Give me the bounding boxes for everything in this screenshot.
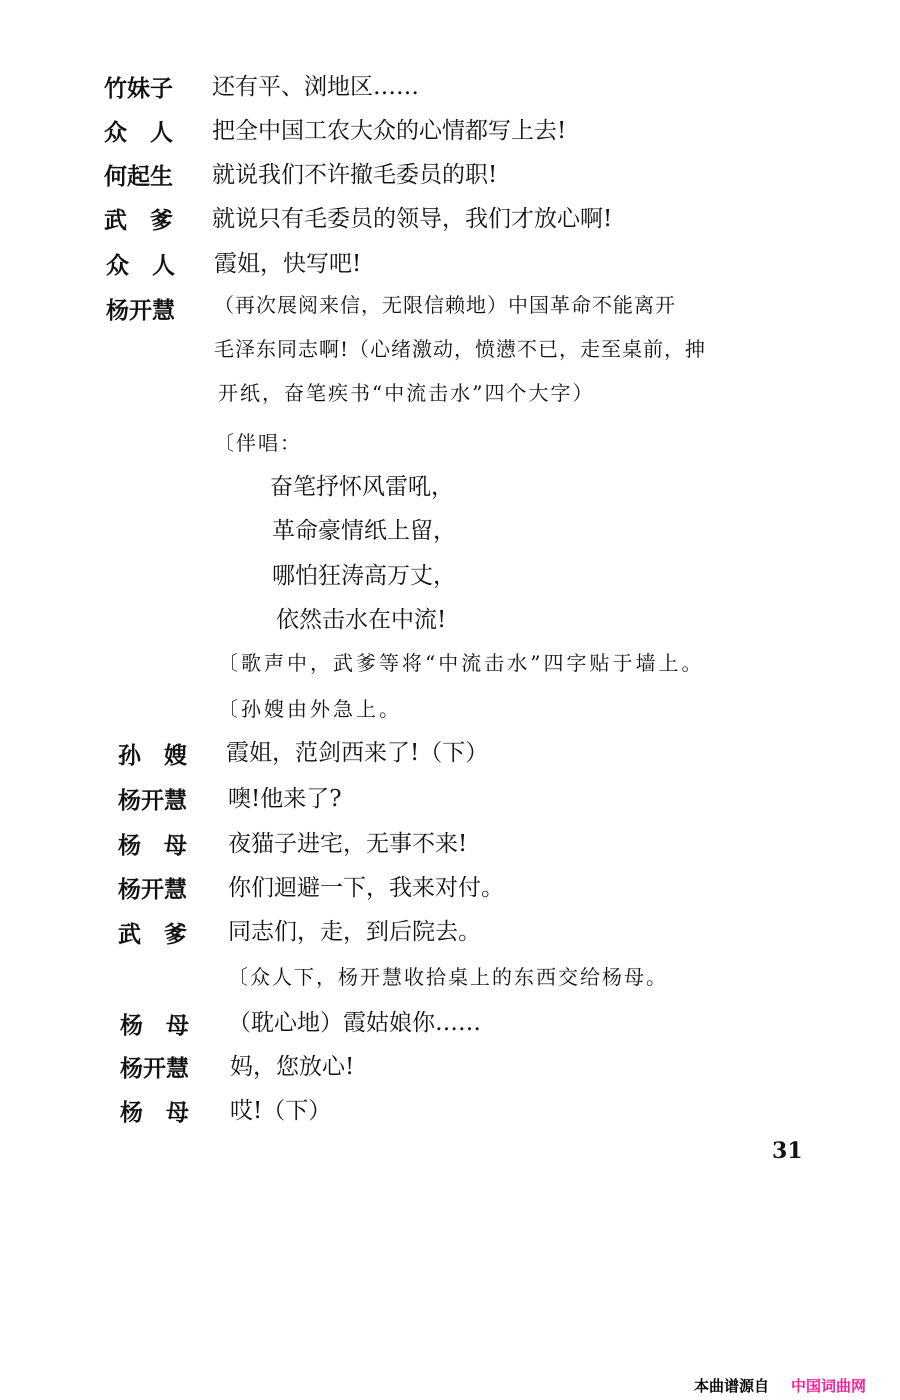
dialogue-text: 你们迴避一下，我来对付。 xyxy=(228,875,504,901)
dialogue-text: 就说只有毛委员的领导，我们才放心啊! xyxy=(212,206,613,232)
watermark-source-label: 本曲谱源自 xyxy=(694,1377,770,1395)
speaker-name: 杨开慧 xyxy=(118,788,187,814)
stage-direction: 〔孙嫂由外急上。 xyxy=(218,697,402,721)
speaker-name: 杨 母 xyxy=(118,833,187,859)
dialogue-text: 把全中国工农大众的心情都写上去! xyxy=(212,118,567,144)
speaker-name: 武 爹 xyxy=(118,922,187,948)
song-line: 革命豪情纸上留， xyxy=(272,518,456,544)
speaker-name: 孙 嫂 xyxy=(118,743,187,769)
speaker-name: 杨开慧 xyxy=(120,1056,189,1082)
speaker-name: 竹妹子 xyxy=(104,76,173,102)
dialogue-text: 哎!（下） xyxy=(230,1098,332,1124)
stage-direction: 〔歌声中，武爹等将“中流击水”四字贴于墙上。 xyxy=(218,651,705,675)
dialogue-text: （耽心地）霞姑娘你…… xyxy=(228,1010,481,1036)
dialogue-text: 同志们，走，到后院去。 xyxy=(228,919,481,945)
song-line: 哪怕狂涛高万丈， xyxy=(272,563,456,589)
dialogue-text: 就说我们不许撤毛委员的职! xyxy=(212,162,498,188)
watermark xyxy=(694,1376,866,1396)
page-number: 31 xyxy=(772,1138,803,1164)
speaker-name: 杨 母 xyxy=(120,1100,189,1126)
song-intro: 〔伴唱： xyxy=(214,431,302,455)
speaker-name: 杨 母 xyxy=(120,1013,189,1039)
song-line: 依然击水在中流! xyxy=(276,607,447,633)
dialogue-text: 霞姐，范剑西来了!（下） xyxy=(226,740,489,766)
dialogue-text: （再次展阅来信，无限信赖地）中国革命不能离开 xyxy=(214,293,676,317)
dialogue-text: 噢!他来了? xyxy=(228,786,342,812)
dialogue-text: 还有平、浏地区…… xyxy=(212,74,419,100)
speaker-name: 众 人 xyxy=(106,253,175,279)
dialogue-continuation: 毛泽东同志啊!（心绪激动，愤懑不已，走至桌前，抻 xyxy=(214,337,707,361)
stage-direction: 〔众人下，杨开慧收拾桌上的东西交给杨母。 xyxy=(228,965,668,989)
dialogue-text: 夜猫子进宅，无事不来! xyxy=(228,831,468,857)
dialogue-continuation: 开纸，奋笔疾书“中流击水”四个大字） xyxy=(218,381,595,405)
dialogue-text: 妈，您放心! xyxy=(230,1054,355,1080)
song-line: 奋笔抒怀风雷吼， xyxy=(270,474,454,500)
dialogue-text: 霞姐，快写吧! xyxy=(214,251,362,277)
speaker-name: 何起生 xyxy=(104,164,173,190)
speaker-name: 武 爹 xyxy=(104,208,173,234)
speaker-name: 众 人 xyxy=(104,120,173,146)
speaker-name: 杨开慧 xyxy=(118,877,187,903)
watermark-site-link[interactable]: 中国词曲网 xyxy=(791,1377,867,1395)
speaker-name: 杨开慧 xyxy=(106,298,175,324)
